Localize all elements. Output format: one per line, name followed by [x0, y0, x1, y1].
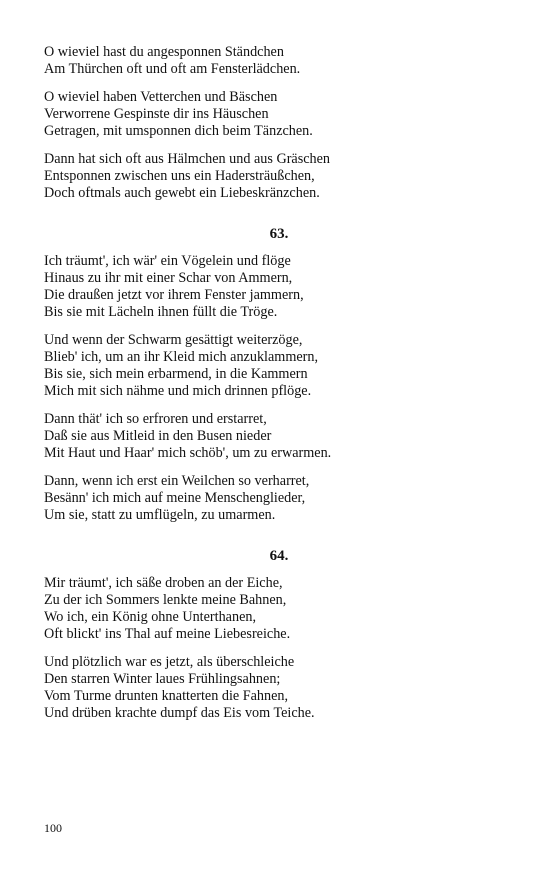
- verse-line: Wo ich, ein König ohne Unterthanen,: [44, 609, 257, 625]
- verse-line: Daß sie aus Mitleid in den Busen nieder: [44, 428, 272, 444]
- poem-number: 63.: [269, 226, 289, 242]
- stanza: [44, 253, 514, 321]
- stanza: [44, 473, 514, 524]
- verse-line: Verworrene Gespinste dir ins Häuschen: [44, 106, 269, 122]
- verse-line: Die draußen jetzt vor ihrem Fenster jammern,: [44, 287, 304, 303]
- verse-line: O wieviel hast du angesponnen Ständchen: [44, 44, 284, 60]
- poem-section: [44, 44, 514, 202]
- verse-line: Ich träumt', ich wär' ein Vögelein und flöge: [44, 253, 291, 269]
- verse-line: Oft blickt' ins Thal auf meine Liebesreiche.: [44, 626, 291, 642]
- stanza: [44, 332, 514, 400]
- verse-line: Dann hat sich oft aus Hälmchen und aus Gräschen: [44, 151, 331, 167]
- stanza: [44, 575, 514, 643]
- verse-line: Bis sie mit Lächeln ihnen füllt die Tröge.: [44, 304, 278, 320]
- verse-line: Mich mit sich nähme und mich drinnen pflöge.: [44, 383, 312, 399]
- verse-line: Besänn' ich mich auf meine Menschenglieder,: [44, 490, 306, 506]
- verse-line: Zu der ich Sommers lenkte meine Bahnen,: [44, 592, 287, 608]
- poem-text: [44, 44, 514, 733]
- verse-line: Doch oftmals auch gewebt ein Liebeskränzchen.: [44, 185, 320, 201]
- verse-line: Getragen, mit umsponnen dich beim Tänzchen.: [44, 123, 313, 139]
- verse-line: Am Thürchen oft und oft am Fensterlädchen.: [44, 61, 301, 77]
- poem-number: 64.: [269, 548, 289, 564]
- verse-line: Dann thät' ich so erfroren und erstarret,: [44, 411, 267, 427]
- verse-line: Den starren Winter laues Frühlingsahnen;: [44, 671, 281, 687]
- verse-line: Mit Haut und Haar' mich schöb', um zu erwarmen.: [44, 445, 332, 461]
- verse-line: Und plötzlich war es jetzt, als überschleiche: [44, 654, 295, 670]
- page-number: 100: [44, 821, 62, 835]
- stanza: [44, 151, 514, 202]
- verse-line: Hinaus zu ihr mit einer Schar von Ammern,: [44, 270, 293, 286]
- verse-line: Und drüben krachte dumpf das Eis vom Teiche.: [44, 705, 315, 721]
- stanza: [44, 89, 514, 140]
- verse-line: Um sie, statt zu umflügeln, zu umarmen.: [44, 507, 276, 523]
- stanza: [44, 411, 514, 462]
- verse-line: Und wenn der Schwarm gesättigt weiterzöge,: [44, 332, 303, 348]
- verse-line: Dann, wenn ich erst ein Weilchen so verharret,: [44, 473, 310, 489]
- poem-section: [44, 225, 514, 524]
- verse-line: Bis sie, sich mein erbarmend, in die Kammern: [44, 366, 308, 382]
- stanza: [44, 44, 514, 78]
- verse-line: Vom Turme drunten knatterten die Fahnen,: [44, 688, 289, 704]
- verse-line: O wieviel haben Vetterchen und Bäschen: [44, 89, 278, 105]
- stanza: [44, 654, 514, 722]
- verse-line: Mir träumt', ich säße droben an der Eiche,: [44, 575, 283, 591]
- verse-line: Blieb' ich, um an ihr Kleid mich anzuklammern,: [44, 349, 319, 365]
- verse-line: Entsponnen zwischen uns ein Hadersträußchen,: [44, 168, 315, 184]
- poem-section: [44, 547, 514, 722]
